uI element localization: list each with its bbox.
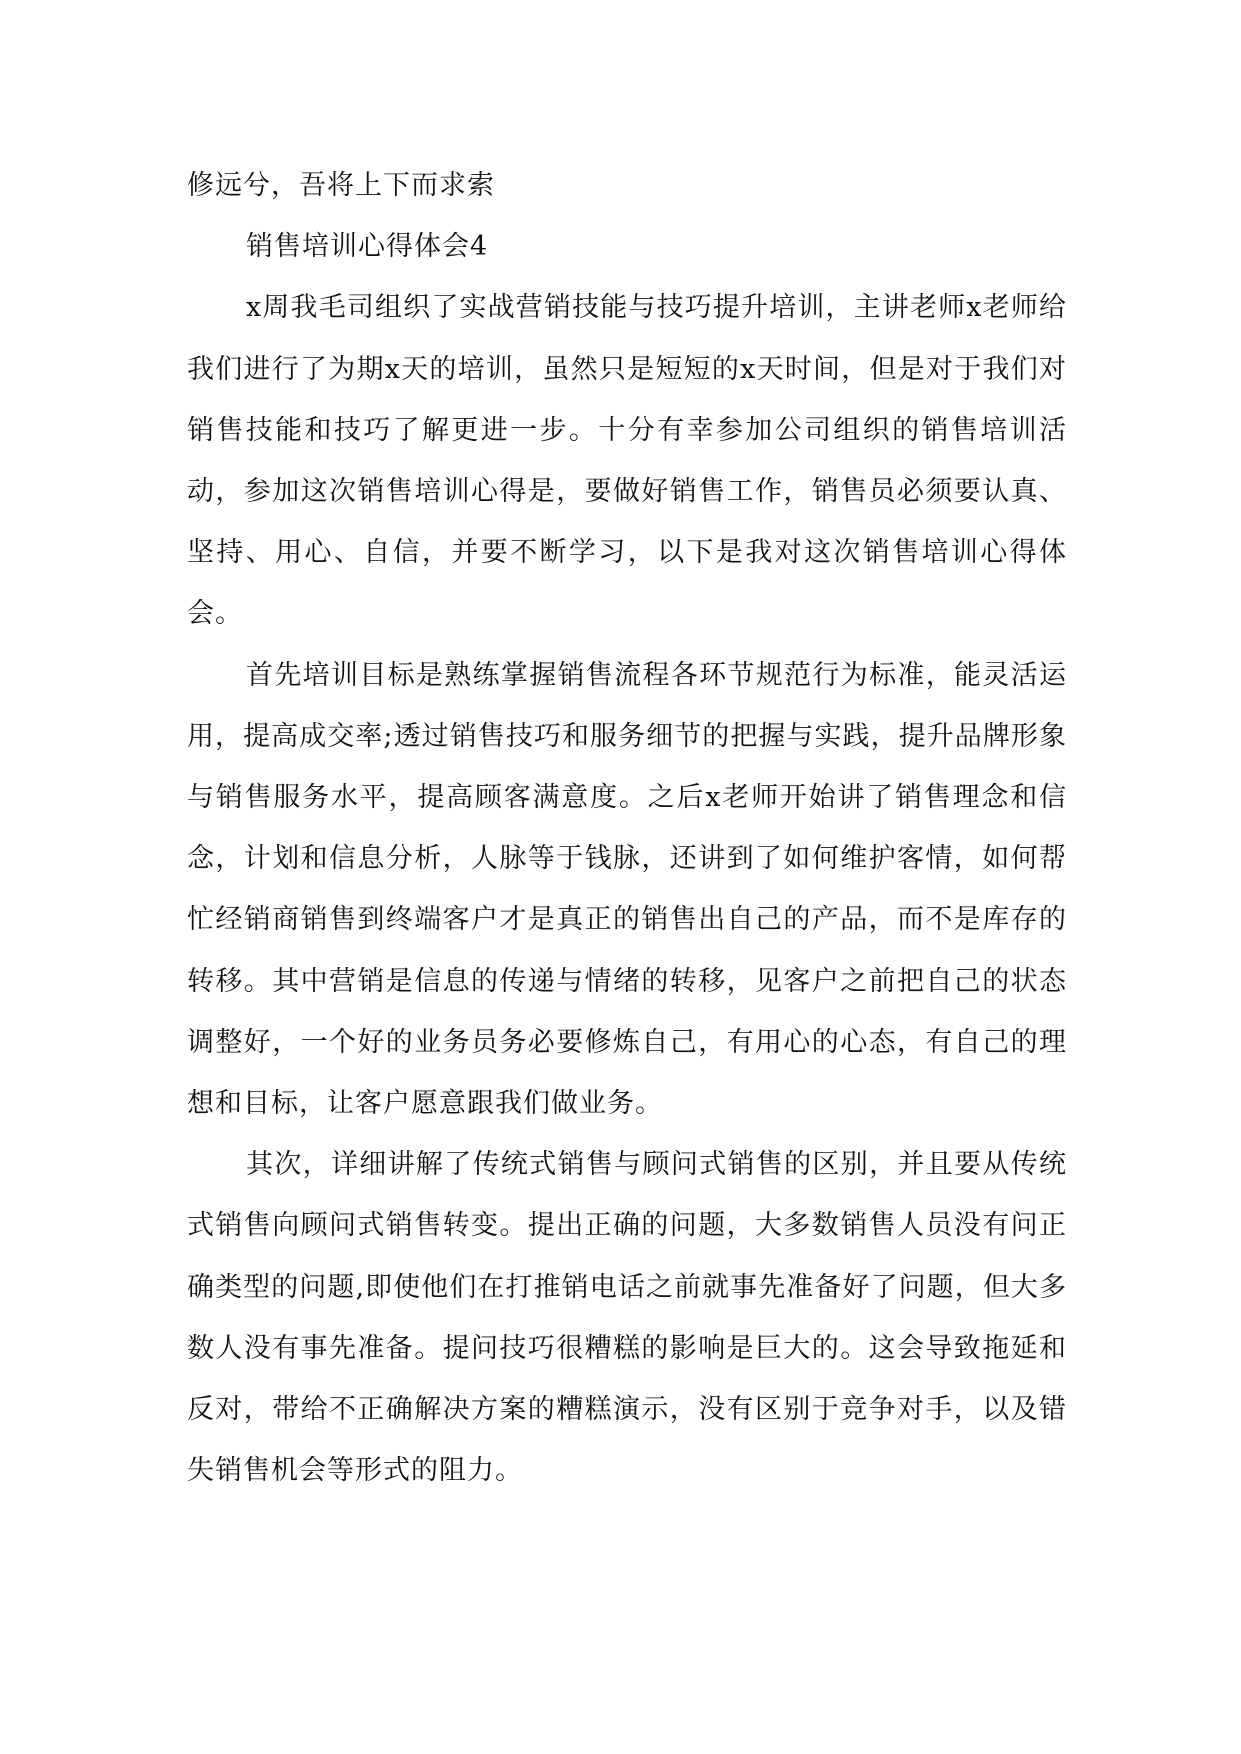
body-paragraph-1: x周我毛司组织了实战营销技能与技巧提升培训，主讲老师x老师给我们进行了为期x天的培训，虽然只是短短的x天时间，但是对于我们对销售技能和技巧了解更进一步。十分有幸参加公司组织的销售培训活动，参加这次销售培训心得是，要做好销售工作，销售员必须要认真、坚持、用心、自信，并要不断学习，以下是我对这次销售培训心得体会。 [187,292,1067,630]
continuation-line: 修远兮，吾将上下而求索 [187,170,495,201]
section-heading: 销售培训心得体会4 [246,231,489,263]
body-paragraph-2: 首先培训目标是熟练掌握销售流程各环节规范行为标准，能灵活运用，提高成交率;透过销售技巧和服务细节的把握与实践，提升品牌形象与销售服务水平，提高顾客满意度。之后x老师开始讲了销售理念和信念，计划和信息分析，人脉等于钱脉，还讲到了如何维护客情，如何帮忙经销商销售到终端客户才是真正的销售出自己的产品，而不是库存的转移。其中营销是信息的传递与情绪的转移，见客户之前把自己的状态调整好，一个好的业务员务必要修炼自己，有用心的心态，有自己的理想和目标，让客户愿意跟我们做业务。 [187,659,1067,1120]
document-body [187,155,1067,1501]
body-paragraph-3: 其次，详细讲解了传统式销售与顾问式销售的区别，并且要从传统式销售向顾问式销售转变。提出正确的问题，大多数销售人员没有问正确类型的问题,即使他们在打推销电话之前就事先准备好了问题，但大多数人没有事先准备。提问技巧很糟糕的影响是巨大的。这会导致拖延和反对，带给不正确解决方案的糟糕演示，没有区别于竞争对手，以及错失销售机会等形式的阻力。 [187,1149,1067,1487]
